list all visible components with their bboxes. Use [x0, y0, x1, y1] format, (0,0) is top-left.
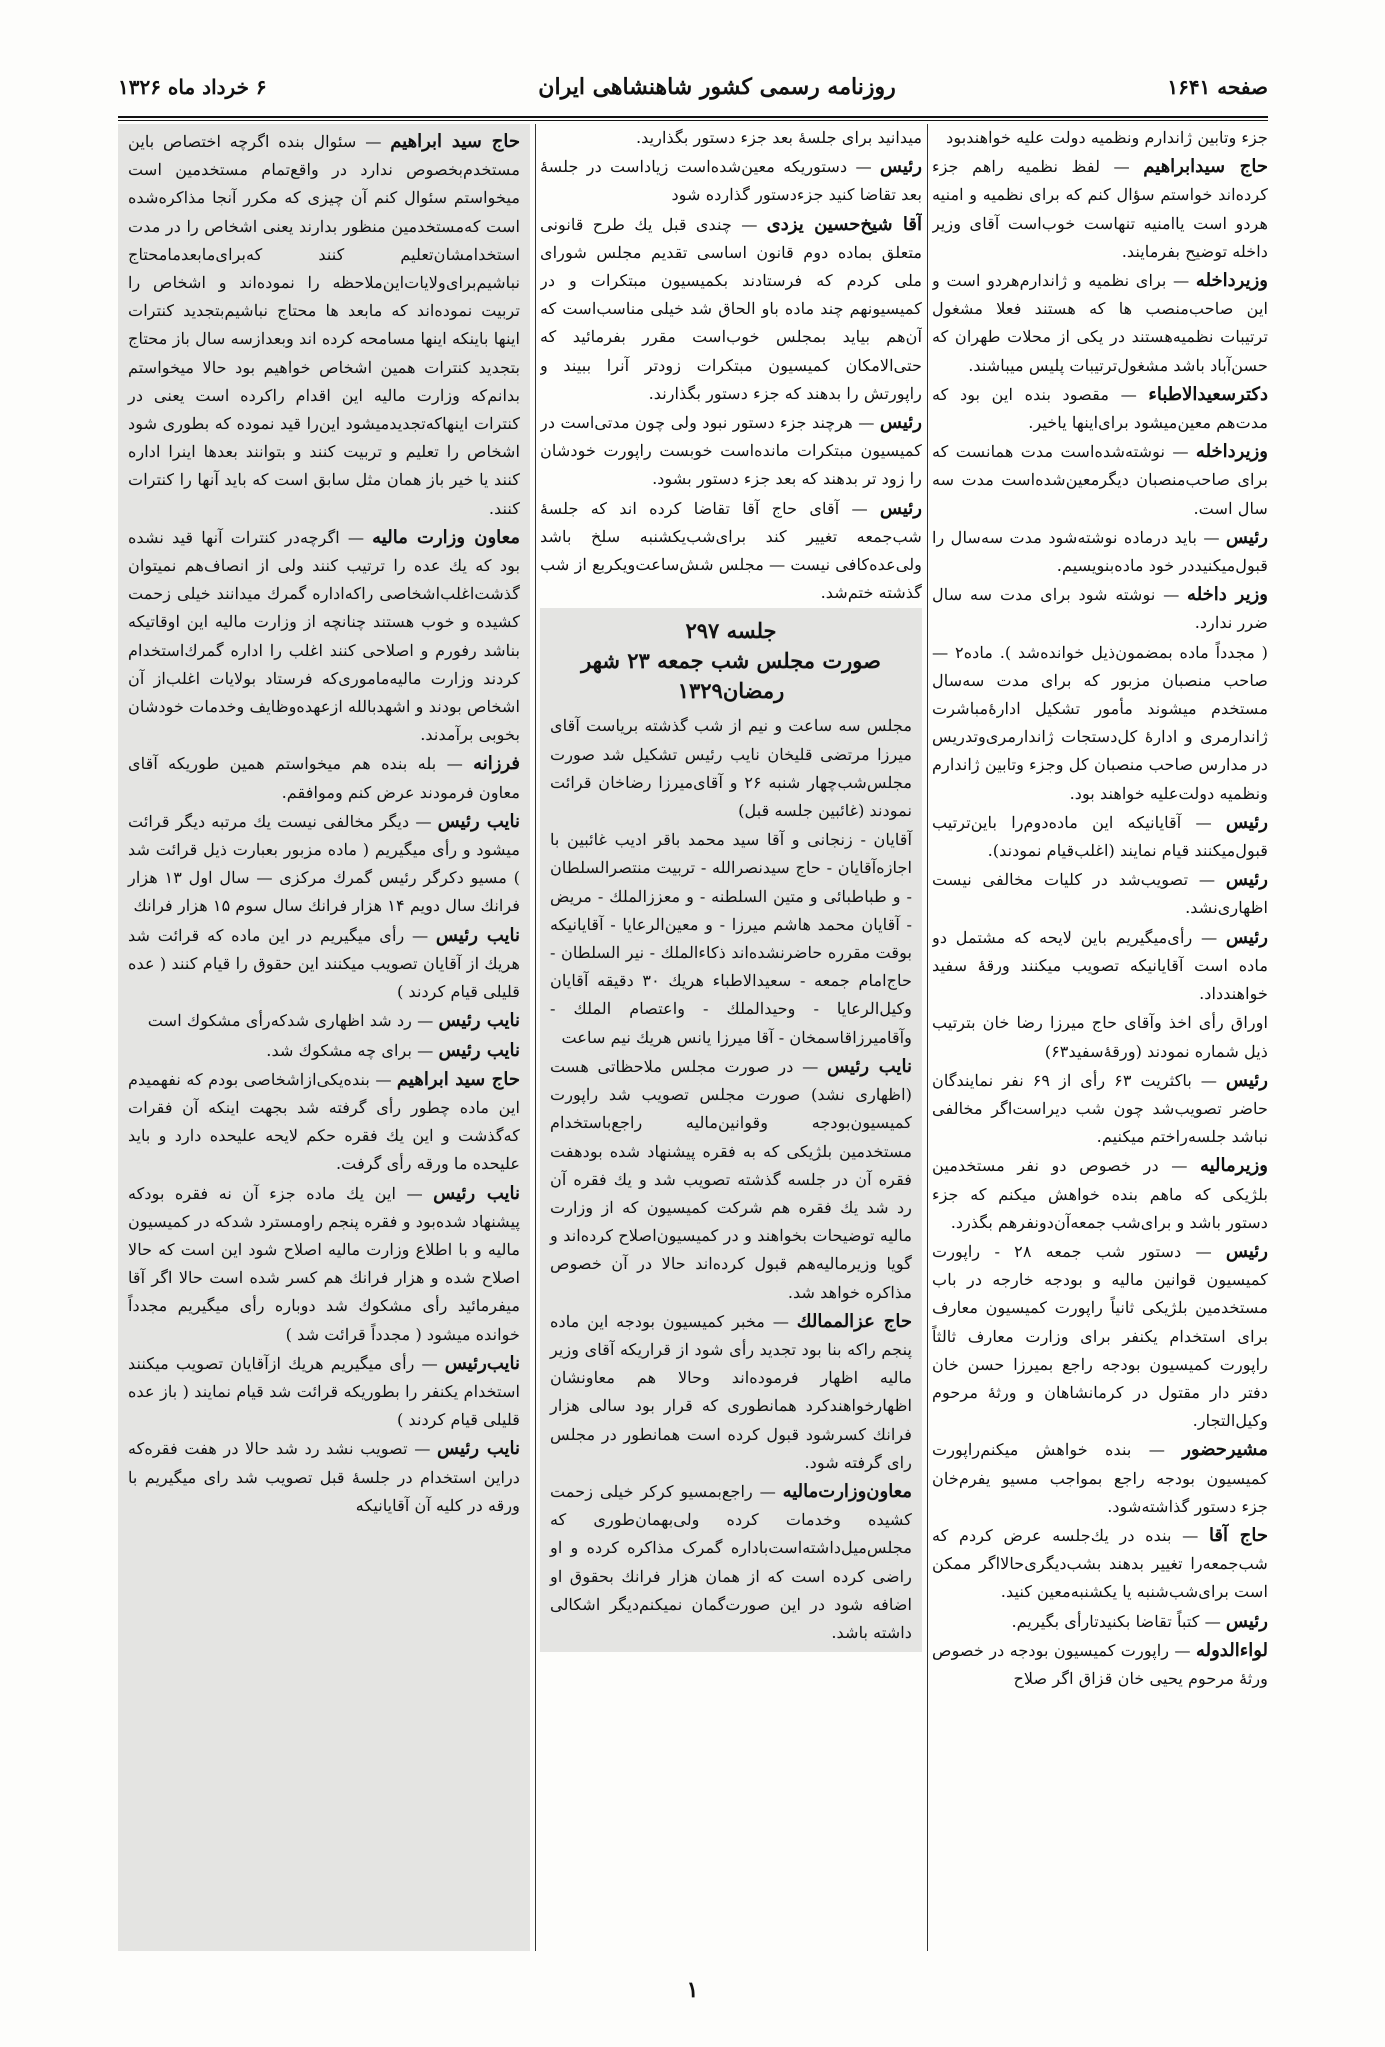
speaker-name: مشیرحضور: [1182, 1439, 1268, 1461]
speaker-name: رئیس: [879, 412, 922, 434]
paragraph: [932, 866, 1268, 922]
speaker-dash: —: [1158, 1156, 1200, 1176]
paragraph-text: اگرچه‌در کنترات آنها قید نشده بود که یك عده را ترتیب کنند ولی از انصاف‌هم نمیتوان گذشت‌اغلب‌اشخاصی راکه‌اداره گمرك میدانند خیلی زحمت کشیده و خوب هستند چنانچه از وزارت مالیه این اوقاتیکه بناشد رفورم و اصلاحی کنند اغلب را اداره گمرك‌استخدام کردند وزارت مالیه‌ماموری‌که فرستاد بولایات اغلب‌از آن اشخاص بودند و اشهدبالله ازعهده‌وظایف وخدمات خودشان بخوبی برآمدند.: [128, 527, 520, 745]
speaker-dash: —: [409, 811, 438, 831]
paragraph-text: مخبر کمیسیون بودجه این ماده پنجم راکه بنا بود تجدید رأی شود از قراریکه آقای وزیر مالیه اظهار فرموده‌اند وحالا هم معاونشان اظهارخواهند‌کرد همانطوری که قرار بود سالی هزار فرانك کسرشود قبول کرده است همانطور در مجلس رای گرفته شود.: [550, 1311, 912, 1472]
speaker-name: وزیرداخله: [1195, 270, 1268, 292]
speaker-dash: —: [396, 1183, 434, 1203]
column-middle: [540, 124, 922, 1951]
paragraph: [128, 524, 520, 750]
speaker-name: رئیس: [1225, 526, 1268, 548]
speaker-dash: —: [1100, 157, 1144, 177]
paragraph: [932, 1522, 1268, 1607]
speaker-dash: —: [1192, 927, 1226, 947]
speaker-dash: —: [1155, 585, 1188, 605]
paragraph-text: مقصود بنده این بود که مدت‌هم معین‌میشود برای‌اینها یا‌خیر.: [932, 384, 1268, 433]
speaker-name: معاون وزارت مالیه: [372, 526, 520, 548]
speaker-dash: —: [793, 1056, 827, 1076]
speaker-name: رئیس: [1225, 811, 1268, 833]
paragraph: [932, 809, 1268, 865]
paragraph-text: تصویب نشد رد شد حالا در هفت فقره‌که دراین استخدام در جلسۀ قبل تصویب شد رای میگیریم با ورقه در کلیه آن آقایانیکه: [128, 1439, 520, 1515]
session-number: جلسه ۲۹۷: [685, 618, 777, 644]
speaker-name: نایب رئیس: [435, 924, 521, 946]
paragraph-text: تصویب‌شد در کلیات مخالفی نیست اظهاری‌نشد.: [932, 870, 1268, 918]
speaker-name: رئیس: [1225, 926, 1268, 948]
speaker-name: رئیس: [1225, 869, 1268, 891]
speaker-name: وزیرمالیه: [1199, 1155, 1268, 1177]
paragraph-text: دستوریکه معین‌شده‌است زیاداست در جلسۀ بعد تقاضا کنید جزءدستور گذارده شود: [540, 157, 922, 205]
paragraph-text: راجع‌بمسیو کرکر خیلی زحمت کشیده وخدمات کرده ولی‌بهمان‌طوری که مجلس‌میل‌داشته‌است‌باداره گمرک مذاکره کرده و او راضی کرده است که از همان هزار فرانك بحقوق او اضافه شود در این صورت‌گمان نمیکنم‌دیگر اشکالی داشته باشد.: [550, 1481, 912, 1642]
speaker-dash: —: [407, 1439, 438, 1459]
speaker-dash: —: [1199, 1611, 1226, 1631]
paragraph: [540, 124, 922, 152]
speaker-dash: —: [1166, 271, 1196, 291]
paragraph-text: میدانید برای جلسۀ بعد جزء دستور بگذارید.: [635, 128, 922, 147]
speaker-dash: —: [356, 132, 391, 151]
paragraph: [550, 1478, 912, 1647]
issue-date: ۶ خرداد ماه ۱۳۲۶: [118, 75, 267, 99]
paragraph: [128, 808, 520, 921]
speaker-dash: —: [1169, 1640, 1196, 1660]
paragraph-text: سئوال بنده اگرچه اختصاص باین مستخدم‌بخصوص ندارد در واقع‌تمام مستخدمین است میخواستم سئوال کنم آن چیزی که مکرر آنجا مذاکره‌شده است که‌مستخدمین منظور بدارند یعنی اشخاص را در مدت استخدامشان‌تعلیم کنند که‌برای‌ما‌بعد‌ما‌محتاج نباشیم‌برای‌ولایات‌این‌ملاحظه را نموده‌اند و اشخاص را تربیت نموده‌اند که مابعد ها محتاج نباشیم‌بتجدید کنترات اینها باینکه اینها مسامحه کرده اند وبعدازسه سال باز محتاج بتجدید کنترات همین اشخاص خواهیم بود حالا میخواستم بدانم‌که وزارت مالیه این اقدام راکرده است یعنی در کنترات اینهاکه‌تجدید‌میشود این‌را قید نموده که بطوری شود اشخاص را تعلیم و تربیت کنند و بتوانند بعدها اینرا اداره کنند یا خیر باز همان مثل سابق است که باید آنها را کنترات کنند.: [128, 132, 520, 518]
paragraph: [128, 1180, 520, 1349]
speaker-name: نایب رئیس: [438, 1039, 520, 1061]
session-section: [540, 608, 922, 1652]
speaker-dash: —: [436, 754, 474, 774]
speaker-name: وزیرداخله: [1195, 441, 1268, 463]
paragraph: [932, 153, 1268, 266]
paragraph-text: رأی‌میگیریم باین لایحه که مشتمل دو ماده است آقایانیکه تصویب میکنند ورقۀ سفید خواهند‌داد.: [932, 927, 1268, 1004]
speaker-dash: —: [764, 1311, 797, 1331]
speaker-name: رئیس: [1225, 1610, 1268, 1632]
paragraph-text: اوراق رأی اخذ وآقای حاج میرزا رضا خان بترتیب ذیل شماره نمودند (ورقۀ‌سفید۶۳): [932, 1013, 1268, 1061]
page-header: [118, 62, 1268, 112]
paragraph-text: برای چه مشکوك شد.: [266, 1040, 412, 1060]
column-divider-left: [535, 124, 536, 1951]
paragraph-text: دستور شب جمعه ۲۸ - راپورت کمیسیون قوانین مالیه و بودجه خارجه در باب مستخدمین بلژیکی ثانیاً راپورت کمیسیون معارف برای استخدام یکنفر برای وزارت معارف ثالثاً راپورت کمیسیون بودجه راجع بمیرزا حسن خان دفتر دار مقتول در کرمانشاهان و ورثۀ مرحوم وکیل‌التجار.: [932, 1241, 1268, 1431]
paragraph-text: مجلس سه ساعت و نیم از شب گذشته بریاست آقای میرزا مرتضی قلیخان نایب رئیس تشکیل شد صورت مجلس‌شب‌چهار شنبه ۲۶ و آقای‌میرزا رضاخان قرائت نمودند (غائبین جلسه قبل): [550, 716, 912, 821]
speaker-dash: —: [852, 413, 880, 433]
speaker-dash: —: [411, 1040, 439, 1060]
speaker-dash: —: [839, 498, 880, 518]
paragraph: [932, 1152, 1268, 1237]
speaker-dash: —: [731, 214, 767, 234]
paragraph-text: رأی میگیریم در این ماده که قرائت شد هریك از آقایان تصویب میکنند این حقوق را قیام کنند ( عده قلیلی قیام کردند ): [128, 925, 520, 1002]
column-right: [932, 124, 1268, 1951]
paragraph: [932, 124, 1268, 152]
paragraph: [932, 639, 1268, 808]
speaker-dash: —: [1191, 1070, 1226, 1090]
paragraph: [932, 267, 1268, 380]
speaker-name: نایب‌رئیس: [444, 1352, 520, 1374]
speaker-name: لواءالدوله: [1195, 1639, 1268, 1661]
speaker-name: معاون‌وزارت‌مالیه: [782, 1480, 912, 1502]
paragraph: [550, 1308, 912, 1477]
paragraph: [932, 1067, 1268, 1152]
speaker-name: رئیس: [879, 497, 922, 519]
speaker-dash: —: [1171, 1525, 1209, 1545]
paragraph: [932, 1009, 1268, 1065]
paragraph: [540, 495, 922, 608]
session-title-line1: صورت مجلس شب جمعه ۲۳ شهر: [581, 648, 881, 674]
speaker-dash: —: [1109, 384, 1149, 404]
column-divider-right: [927, 124, 928, 1951]
speaker-name: حاج سید ابراهیم: [396, 1068, 521, 1090]
paragraph-text: باید درماده نوشته‌شود مدت سه‌سال را قبول‌میکنید‌در خود ماده‌بنویسیم.: [932, 527, 1268, 576]
column-middle-top: [540, 124, 922, 607]
paragraph-text: دیگر مخالفی نیست یك مرتبه دیگر قرائت میشود و رأی میگیریم ( ماده مزبور بعبارت ذیل قرائت شد ) مسیو دکرگر رئیس گمرك مرکزی — سال اول ۱۳ هزار فرانك سال دویم ۱۴ هزار فرانك سال سوم ۱۵ هزار فرانك: [128, 811, 520, 916]
speaker-name: نایب رئیس: [826, 1055, 912, 1077]
paragraph-text: ( مجدداً ماده بمضمون‌ذیل خوانده‌شد ). ماده۲ — صاحب منصبان مزبور که برای مدت سه‌سال مستخدم میشوند مأمور تشکیل ادارۀ‌مباشرت ژاندارمری و ادارۀ کل‌دستجات ژاندارمری‌وتدریس در مدارس صاحب منصبان کل وجزء وتابین ژاندارم ونظمیه دولت‌علیه خواهند بود.: [932, 642, 1268, 803]
speaker-dash: —: [847, 157, 880, 177]
paragraph-text: رد شد اظهاری شدکه‌رأی مشکوك است: [147, 1011, 412, 1031]
paragraph-text: در صورت مجلس ملاحظاتی هست (اظهاری نشد) صورت مجلس تصویب شد راپورت کمیسیون‌بودجه وقوانین‌مالیه راجع‌باستخدام مستخدمین بلژیکی که به فقره پیشنهاد شده بودهفت فقره آن در جلسه گذشته تصویب شد و یك فقره آن رد شد یك فقره هم شرکت کمیسیون که از وزارت مالیه توضیحات بخواهند و در کمیسیون‌اصلاح کرده‌اند و گویا وزیرمالیه‌هم قبول کرده‌اند حالا در آن خصوص مذاکره خواهد شد.: [550, 1056, 912, 1302]
session-title-box: [550, 616, 912, 706]
speaker-dash: —: [339, 527, 373, 547]
paragraph: [550, 826, 912, 1052]
speaker-dash: —: [1181, 812, 1226, 832]
speaker-dash: —: [411, 1011, 439, 1031]
speaker-name: فرزانه: [473, 753, 520, 775]
paragraph: [932, 1608, 1268, 1636]
paragraph-text: چندی قبل یك طرح قانونی متعلق بماده دوم قانون اساسی تقدیم مجلس شورای ملی کردم که فرستادند بکمیسیون مبتکرات و در کمیسیونهم چند ماده باو الحاق شد خیلی مناسب‌است که آن‌هم بیاید بمجلس خوب‌است مقرر بفرمائید که حتی‌الامکان کمیسیون مبتکرات زودتر آنرا ببیند و راپورتش را بدهند که جزء دستور بگذارند.: [540, 214, 922, 403]
paragraph-text: برای نظمیه و ژاندارم‌هردو است و این صاحب‌منصب ها که هستند فعلا مشغول ترتیبات نظمیه‌هستند در یکی از محلات طهران که حسن‌آباد باشد مشغول‌ترتیبات پلیس میباشند.: [932, 271, 1268, 375]
speaker-dash: —: [1131, 1440, 1183, 1460]
speaker-name: حاج سید ابراهیم: [390, 131, 520, 152]
paragraph-text: آقای حاج آقا تقاضا کرده اند که جلسۀ شب‌جمعه تغییر کند برای‌شب‌یکشنبه سلخ باشد ولی‌عده‌کافی نیست — مجلس شش‌ساعت‌ویکربع از شب گذشته ختم‌شد.: [540, 498, 922, 603]
paragraph-text: هرچند جزء دستور نبود ولی چون مدتی‌است در کمیسیون مبتکرات مانده‌است خوبست راپورت خودشان را زود تر بدهند که بعد جزء دستور بشود.: [540, 413, 922, 489]
header-rule: [118, 116, 1268, 118]
paragraph-text: آقایان - زنجانی و آقا سید محمد باقر ادیب غائبین با اجازه‌آقایان - حاج سیدنصرالله - تربیت منتصرالسلطان - و طباطبائی و متین السلطنه - و معززالملك - مریض - آقایان محمد هاشم میرزا - و معین‌الرعایا - آقایانیکه بوقت مقرره حاضرنشده‌اند ذکاءالملك - نیر السلطان - حاج‌امام جمعه - سعیدالاطباء هریك ۳۰ دقیقه آقایان وکیل‌الرعایا - وحیدالملك - واعتصام الملك - وآقامیرزاقاسمخان - آقا میرزا یانس هریك نیم ساعت: [550, 830, 912, 1047]
speaker-name: آقا شیخ‌حسین یزدی: [766, 213, 922, 235]
speaker-name: نایب رئیس: [437, 1438, 521, 1460]
speaker-dash: —: [1165, 442, 1196, 462]
paragraph: [128, 750, 520, 806]
paragraph-text: بنده در یك‌جلسه عرض کردم که شب‌جمعه‌را تغییر بدهند بشب‌دیگری‌حالا‌اگر ممکن است برای‌شب‌شنبه یا یکشنبه‌معین کنید.: [932, 1525, 1268, 1602]
paragraph: [550, 1053, 912, 1307]
paragraph-text: راپورت کمیسیون بودجه در خصوص ورثۀ مرحوم یحیی خان قزاق اگر صلاح: [932, 1640, 1268, 1688]
page-number: ۱: [686, 1977, 699, 2003]
header-rule-thin: [118, 120, 1268, 121]
paragraph: [932, 581, 1268, 637]
speaker-name: وزیر داخله: [1187, 584, 1268, 606]
paragraph-text: این یك ماده جزء آن نه فقره بودکه پیشنهاد شده‌بود و فقره پنجم راومسترد شدکه در کمیسیون مالیه و با اطلاع وزارت مالیه اصلاح شود این است که حالا اصلاح شده و هزار فرانك هم کسر شده است حالا اگر آقا میفرمائید رأی مشکوك شد دوباره رأی میگیریم مجدداً خوانده میشود ( مجدداً قرائت شد ): [128, 1183, 520, 1344]
speaker-dash: —: [1196, 527, 1226, 547]
paragraph: [932, 524, 1268, 580]
speaker-dash: —: [369, 1069, 397, 1089]
speaker-name: حاج سیدابراهیم: [1143, 156, 1268, 178]
paragraph-text: رأی میگیریم هریك ازآقایان تصویب میکنند استخدام یکنفر را بطوریکه قرائت شد قیام نمایند ( باز عده قلیلی قیام کردند ): [128, 1353, 520, 1430]
paragraph: [128, 922, 520, 1007]
paragraph: [540, 409, 922, 494]
speaker-name: رئیس: [1225, 1240, 1268, 1262]
speaker-name: نایب رئیس: [433, 1182, 520, 1204]
paragraph: [128, 1066, 520, 1179]
session-title-line2: رمضان۱۳۲۹: [677, 678, 785, 704]
paragraph-text: لفظ نظمیه راهم جزء کرده‌اند خواستم سؤال کنم که برای نظمیه و امنیه هردو است یاامنیه تنهاست خوب‌است آقای وزیر داخله توضیح بفرمایند.: [932, 157, 1268, 261]
paragraph: [128, 128, 520, 523]
paragraph: [932, 1238, 1268, 1435]
paragraph: [932, 438, 1268, 523]
paragraph-text: در خصوص دو نفر مستخدمین بلژیکی که ماهم بنده خواهش میکنم که جزء دستور باشد و برای‌شب جمعه‌آن‌دونفرهم بگذرد.: [932, 1156, 1268, 1232]
paragraph-text: باکثریت ۶۳ رأی از ۶۹ نفر نمایندگان حاضر تصویب‌شد چون شب دیراست‌اگر مخالفی نباشد جلسه‌راختم میکنیم.: [932, 1070, 1268, 1147]
paragraph-text: بنده‌یکی‌ازاشخاصی بودم که نفهمیدم این ماده چطور رأی گرفته شد بجهت اینکه آن فقرات که‌گذشت و این یك فقره حکم لایحه علیحده دارد و باید علیحده ما ورقه رأی‌ گرفت.: [128, 1069, 520, 1174]
speaker-name: حاج عزالممالك: [796, 1310, 912, 1332]
paragraph: [540, 211, 922, 408]
speaker-name: نایب رئیس: [438, 1010, 520, 1032]
column-left: [118, 124, 530, 1951]
paragraph: [932, 1436, 1268, 1521]
newspaper-title: روزنامه رسمی کشور شاهنشاهی ایران: [538, 74, 896, 100]
paragraph-text: نوشته شود برای مدت سه سال ضرر ندارد.: [932, 585, 1268, 633]
column-middle-bottom: [550, 712, 912, 1647]
paragraph: [932, 924, 1268, 1009]
speaker-name: رئیس: [879, 156, 922, 178]
paragraph: [128, 1007, 520, 1035]
speaker-dash: —: [1181, 1241, 1226, 1261]
paragraph: [932, 1637, 1268, 1693]
speaker-dash: —: [414, 1353, 445, 1373]
paragraph-text: نوشته‌شده‌است مدت همانست که برای صاحب‌منصبان دیگرمعین‌شده‌است مدت سه سال است.: [932, 442, 1268, 518]
paragraph: [550, 712, 912, 825]
paragraph-text: بنده خواهش میکنم‌راپورت کمیسیون بودجه راجع بمواجب مسیو یفرم‌خان جزء دستور گذاشته‌شود.: [932, 1440, 1268, 1516]
speaker-dash: —: [404, 925, 436, 945]
paragraph: [540, 153, 922, 209]
speaker-dash: —: [752, 1481, 783, 1501]
paragraph-text: جزء وتابین ژاندارم ونظمیه دولت علیه خواهندبود: [946, 128, 1268, 147]
paragraph-text: کتباً تقاضا بکنید‌تارأی بگیریم.: [1011, 1611, 1200, 1631]
paragraph: [128, 1350, 520, 1435]
speaker-name: دکترسعیدالاطباء: [1148, 383, 1268, 405]
page-label: صفحه ۱۶۴۱: [1167, 75, 1268, 99]
paragraph-text: آقایانیکه این ماده‌دوم‌را باین‌ترتیب قبول‌میکنند قیام نمایند (اغلب‌قیام نمودند).: [932, 812, 1268, 861]
speaker-name: رئیس: [1225, 1069, 1268, 1091]
speaker-dash: —: [1188, 870, 1226, 890]
paragraph-text: بله بنده هم میخواستم همین طوریکه آقای معاون فرمودند عرض کنم وموافقم.: [128, 754, 520, 802]
paragraph: [932, 381, 1268, 437]
speaker-name: حاج آقا: [1208, 1524, 1268, 1546]
paragraph: [128, 1435, 520, 1520]
speaker-name: نایب رئیس: [437, 810, 520, 832]
paragraph: [128, 1037, 520, 1065]
